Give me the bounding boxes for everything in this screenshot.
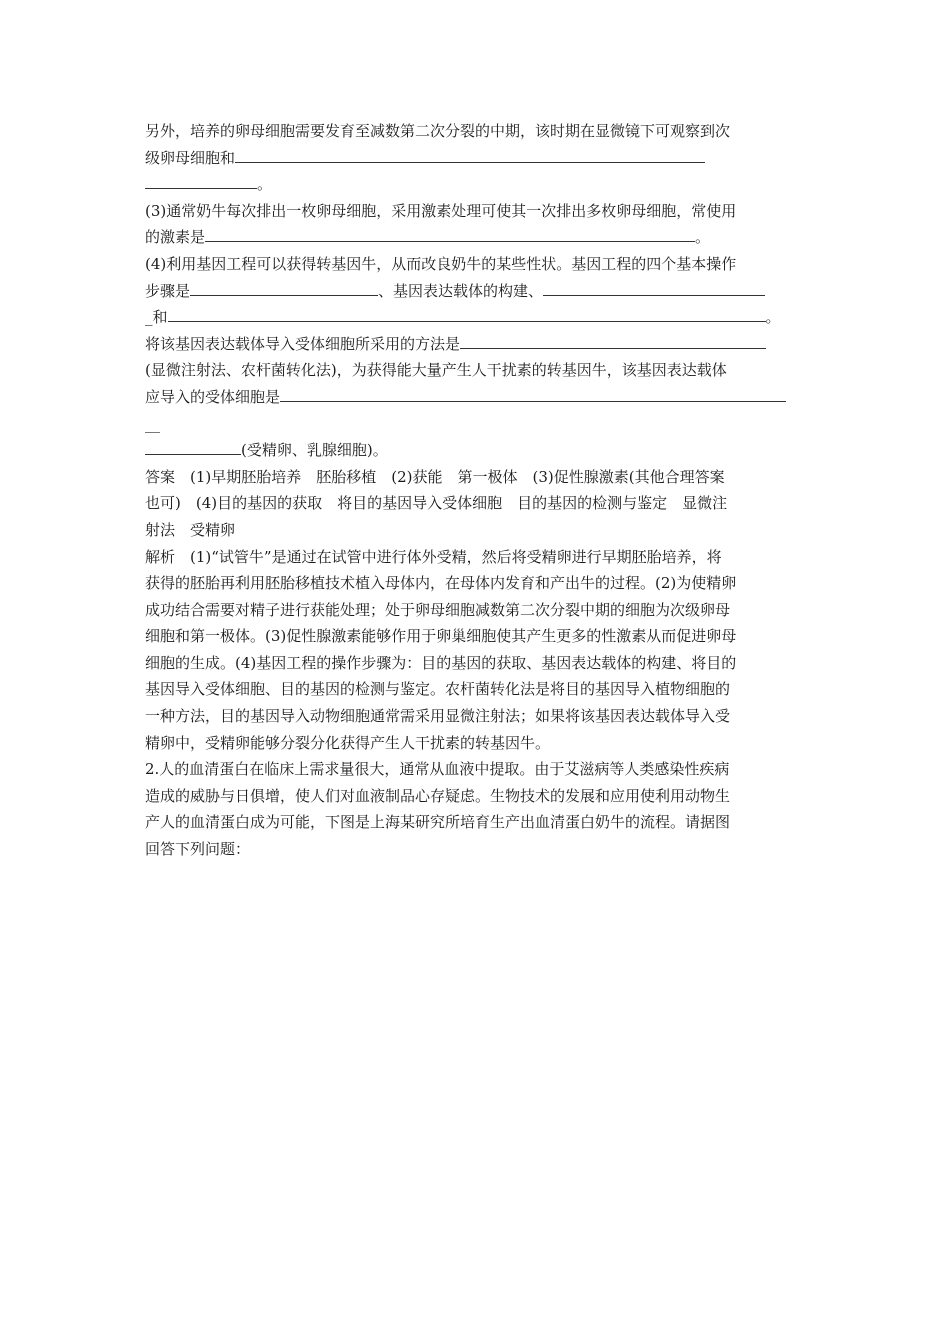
text-line: 步骤是 、基因表达载体的构建、	[145, 278, 807, 305]
explanation-line: 细胞和第一极体。(3)促性腺激素能够作用于卵巢细胞使其产生更多的性激素从而促进卵母	[145, 627, 737, 646]
answer-blank[interactable]	[145, 437, 241, 455]
question-line: 2.人的血清蛋白在临床上需求量很大，通常从血液中提取。由于艾滋病等人类感染性疾病	[145, 760, 730, 779]
answer-blank[interactable]	[460, 331, 766, 349]
answer-blank[interactable]	[280, 384, 786, 402]
text-line: (4)利用基因工程可以获得转基因牛，从而改良奶牛的某些性状。基因工程的四个基本操作	[145, 254, 737, 273]
document-page	[145, 118, 807, 863]
explanation-line: 精卵中，受精卵能够分裂分化获得产生人干扰素的转基因牛。	[145, 733, 551, 752]
explanation-line: 细胞的生成。(4)基因工程的操作步骤为：目的基因的获取、基因表达载体的构建、将目的	[145, 653, 737, 672]
explanation-line: 一种方法，目的基因导入动物细胞通常需采用显微注射法；如果将该基因表达载体导入受	[145, 707, 731, 726]
explanation-line: 获得的胚胎再利用胚胎移植技术植入母体内，在母体内发育和产出牛的过程。(2)为使精卵	[145, 574, 737, 593]
answer-line: 答案 (1)早期胚胎培养 胚胎移植 (2)获能 第一极体 (3)促性腺激素(其他合理答案	[145, 467, 725, 486]
answer-blank[interactable]	[145, 171, 257, 189]
explanation-line: 解析 (1)“试管牛”是通过在试管中进行体外受精，然后将受精卵进行早期胚胎培养，将	[145, 547, 722, 566]
answer-blank[interactable]	[543, 278, 765, 296]
text-line: 级卵母细胞和	[145, 145, 807, 172]
answer-line: 也可) (4)目的基因的获取 将目的基因导入受体细胞 目的基因的检测与鉴定 显微注	[145, 494, 728, 513]
answer-blank[interactable]	[168, 304, 766, 322]
answer-blank[interactable]	[190, 278, 378, 296]
text-line: __	[145, 414, 160, 433]
answer-blank[interactable]	[235, 145, 705, 163]
text-line: 另外，培养的卵母细胞需要发育至减数第二次分裂的中期，该时期在显微镜下可观察到次	[145, 122, 731, 140]
answer-blank[interactable]	[205, 224, 695, 242]
question-line: 造成的威胁与日俱增，使人们对血液制品心存疑虑。生物技术的发展和应用使利用动物生	[145, 786, 731, 805]
text-line: (3)通常奶牛每次排出一枚卵母细胞，采用激素处理可使其一次排出多枚卵母细胞，常使用	[145, 201, 737, 220]
text-line: 。	[145, 171, 807, 198]
explanation-line: 成功结合需要对精子进行获能处理；处于卵母细胞减数第二次分裂中期的细胞为次级卵母	[145, 600, 731, 619]
text-line: 的激素是 。	[145, 224, 807, 251]
question-line: 回答下列问题：	[145, 840, 251, 859]
text-line: _和 。	[145, 304, 807, 331]
text-line: (受精卵、乳腺细胞)。	[145, 437, 807, 464]
explanation-line: 基因导入受体细胞、目的基因的检测与鉴定。农杆菌转化法是将目的基因导入植物细胞的	[145, 680, 731, 699]
answer-line: 射法 受精卵	[145, 520, 236, 539]
question-line: 产人的血清蛋白成为可能，下图是上海某研究所培育生产出血清蛋白奶牛的流程。请据图	[145, 813, 731, 832]
text-line: 将该基因表达载体导入受体细胞所采用的方法是	[145, 331, 807, 358]
text-line: 应导入的受体细胞是	[145, 384, 807, 411]
text-line: (显微注射法、农杆菌转化法)，为获得能大量产生人干扰素的转基因牛，该基因表达载体	[145, 361, 727, 380]
